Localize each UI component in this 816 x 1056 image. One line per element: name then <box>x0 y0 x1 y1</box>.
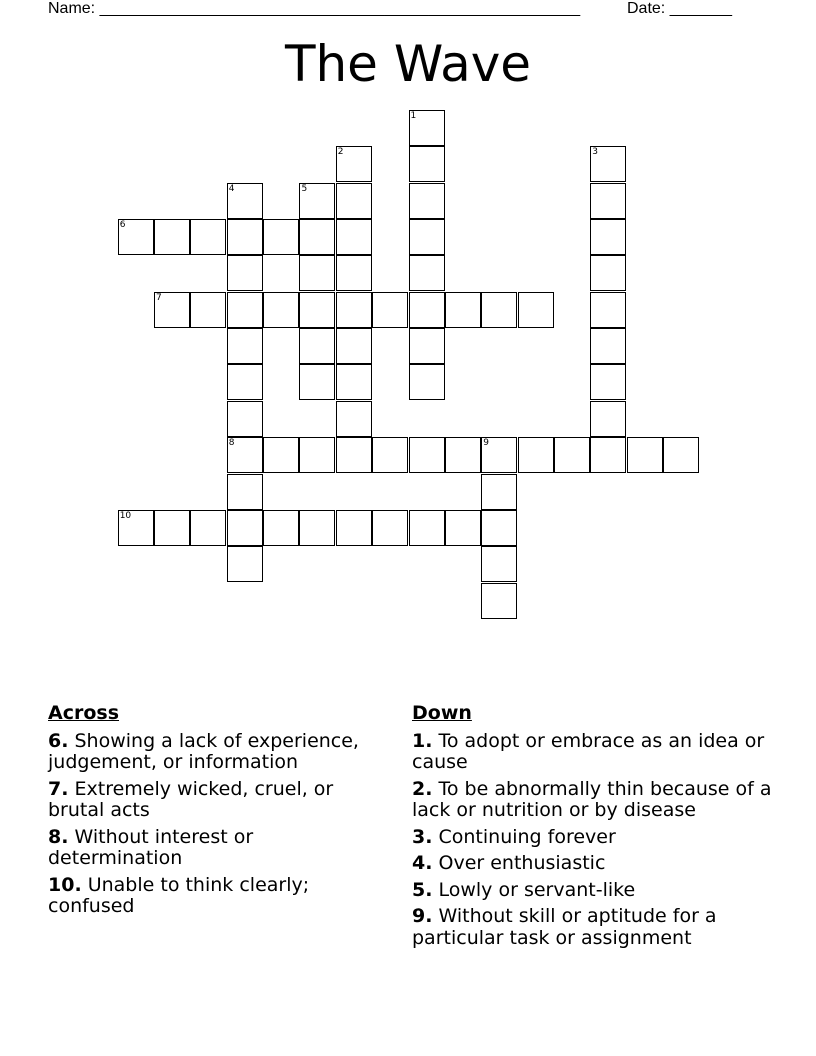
grid-cell[interactable] <box>227 183 263 219</box>
grid-cell[interactable] <box>372 510 408 546</box>
cell-number: 7 <box>156 292 162 303</box>
cell-number: 10 <box>119 510 132 521</box>
grid-cell[interactable] <box>263 219 299 255</box>
grid-cell[interactable] <box>409 328 445 364</box>
grid-cell[interactable] <box>227 437 263 473</box>
grid-cell[interactable] <box>299 510 335 546</box>
clue-text: To adopt or embrace as an idea or cause <box>412 729 765 773</box>
grid-cell[interactable] <box>299 219 335 255</box>
cell-number: 6 <box>119 220 126 231</box>
clue-text: Extremely wicked, cruel, or brutal acts <box>48 777 334 821</box>
clue-down-4 <box>412 853 772 875</box>
grid-cell[interactable] <box>445 510 481 546</box>
grid-cell[interactable] <box>663 437 699 473</box>
grid-cell[interactable] <box>299 183 335 219</box>
clue-text: To be abnormally thin because of a lack or nutrition or by disease <box>412 777 772 821</box>
clue-text: Over enthusiastic <box>432 852 606 874</box>
grid-cell[interactable] <box>481 474 517 510</box>
grid-cell[interactable] <box>590 255 626 291</box>
grid-cell[interactable] <box>154 219 190 255</box>
grid-cell[interactable] <box>263 510 299 546</box>
grid-cell[interactable] <box>336 364 372 400</box>
grid-cell[interactable] <box>227 219 263 255</box>
grid-cell[interactable] <box>299 437 335 473</box>
grid-cell[interactable] <box>227 546 263 582</box>
grid-cell[interactable] <box>409 255 445 291</box>
clue-across-7 <box>48 779 393 822</box>
cell-number: 1 <box>410 111 417 121</box>
grid-cell[interactable] <box>409 219 445 255</box>
clue-down-5 <box>412 880 772 902</box>
clue-across-10 <box>48 875 393 918</box>
grid-cell[interactable] <box>263 292 299 328</box>
grid-cell[interactable] <box>590 183 626 219</box>
clue-text: Unable to think clearly; confused <box>48 873 310 917</box>
grid-cell[interactable] <box>190 219 226 255</box>
grid-cell[interactable] <box>481 437 517 473</box>
grid-cell[interactable] <box>409 146 445 182</box>
clue-number: 9. <box>412 905 433 927</box>
grid-cell[interactable] <box>227 292 263 328</box>
across-clues <box>48 703 393 923</box>
grid-cell[interactable] <box>227 364 263 400</box>
grid-cell[interactable] <box>154 510 190 546</box>
cell-number: 4 <box>228 183 235 194</box>
clue-down-2 <box>412 779 772 822</box>
clue-number: 7. <box>48 777 69 800</box>
grid-cell[interactable] <box>299 255 335 291</box>
grid-cell[interactable] <box>336 401 372 437</box>
grid-cell[interactable] <box>409 510 445 546</box>
clue-text: Continuing forever <box>432 825 616 848</box>
cell-number: 3 <box>592 147 598 158</box>
clue-across-8 <box>48 827 393 870</box>
clue-text: Without skill or aptitude for a particular task or assignment <box>412 905 717 949</box>
grid-cell[interactable] <box>154 292 190 328</box>
grid-cell[interactable] <box>336 255 372 291</box>
name-field-label[interactable]: Name: ______________________________________________________ <box>48 0 581 17</box>
grid-cell[interactable] <box>590 328 626 364</box>
across-heading: Across <box>48 702 120 724</box>
grid-cell[interactable] <box>445 437 481 473</box>
grid-cell[interactable] <box>590 292 626 328</box>
grid-cell[interactable] <box>445 292 481 328</box>
grid-cell[interactable] <box>190 510 226 546</box>
grid-cell[interactable] <box>227 510 263 546</box>
clue-number: 6. <box>48 729 69 752</box>
cell-number: 2 <box>337 147 344 158</box>
grid-cell[interactable] <box>590 219 626 255</box>
cell-number: 5 <box>301 183 308 194</box>
cell-number: 8 <box>228 438 235 449</box>
grid-cell[interactable] <box>190 292 226 328</box>
grid-cell[interactable] <box>299 292 335 328</box>
grid-cell[interactable] <box>299 328 335 364</box>
grid-cell[interactable] <box>554 437 590 473</box>
cell-number: 9 <box>483 438 489 449</box>
clue-down-9 <box>412 906 772 949</box>
clue-number: 8. <box>48 825 69 848</box>
grid-cell[interactable] <box>336 292 372 328</box>
grid-cell[interactable] <box>481 510 517 546</box>
grid-cell[interactable] <box>227 474 263 510</box>
grid-cell[interactable] <box>590 146 626 182</box>
grid-cell[interactable] <box>336 183 372 219</box>
clue-across-6 <box>48 731 393 774</box>
clue-text: Lowly or servant-like <box>432 878 636 901</box>
grid-cell[interactable] <box>372 292 408 328</box>
grid-cell[interactable] <box>481 546 517 582</box>
clue-down-1 <box>412 731 772 774</box>
grid-cell[interactable] <box>227 255 263 291</box>
grid-cell[interactable] <box>590 364 626 400</box>
clue-down-3 <box>412 827 772 849</box>
grid-cell[interactable] <box>118 219 154 255</box>
grid-cell[interactable] <box>409 110 445 146</box>
clue-number: 10. <box>48 873 82 896</box>
grid-cell[interactable] <box>336 437 372 473</box>
grid-cell[interactable] <box>409 183 445 219</box>
grid-cell[interactable] <box>263 437 299 473</box>
down-clues <box>412 703 772 954</box>
grid-cell[interactable] <box>481 583 517 619</box>
puzzle-title: The Wave <box>284 35 532 93</box>
grid-cell[interactable] <box>336 219 372 255</box>
clue-number: 1. <box>412 729 433 752</box>
grid-cell[interactable] <box>518 437 554 473</box>
grid-cell[interactable] <box>227 328 263 364</box>
grid-cell[interactable] <box>409 292 445 328</box>
down-heading: Down <box>412 702 472 724</box>
grid-cell[interactable] <box>590 437 626 473</box>
grid-cell[interactable] <box>336 146 372 182</box>
clue-text: Showing a lack of experience, judgement, or information <box>48 729 359 773</box>
grid-cell[interactable] <box>336 328 372 364</box>
grid-cell[interactable] <box>118 510 154 546</box>
grid-cell[interactable] <box>518 292 554 328</box>
clue-number: 3. <box>412 825 433 848</box>
grid-cell[interactable] <box>627 437 663 473</box>
grid-cell[interactable] <box>481 292 517 328</box>
clue-number: 4. <box>412 852 433 874</box>
grid-cell[interactable] <box>372 437 408 473</box>
grid-cell[interactable] <box>409 437 445 473</box>
grid-cell[interactable] <box>299 364 335 400</box>
clue-number: 5. <box>412 878 433 901</box>
grid-cell[interactable] <box>336 510 372 546</box>
grid-cell[interactable] <box>409 364 445 400</box>
date-field-label[interactable]: Date: _______ <box>627 0 732 17</box>
grid-cell[interactable] <box>590 401 626 437</box>
clue-number: 2. <box>412 777 433 800</box>
clue-text: Without interest or determination <box>48 825 254 869</box>
grid-cell[interactable] <box>227 401 263 437</box>
